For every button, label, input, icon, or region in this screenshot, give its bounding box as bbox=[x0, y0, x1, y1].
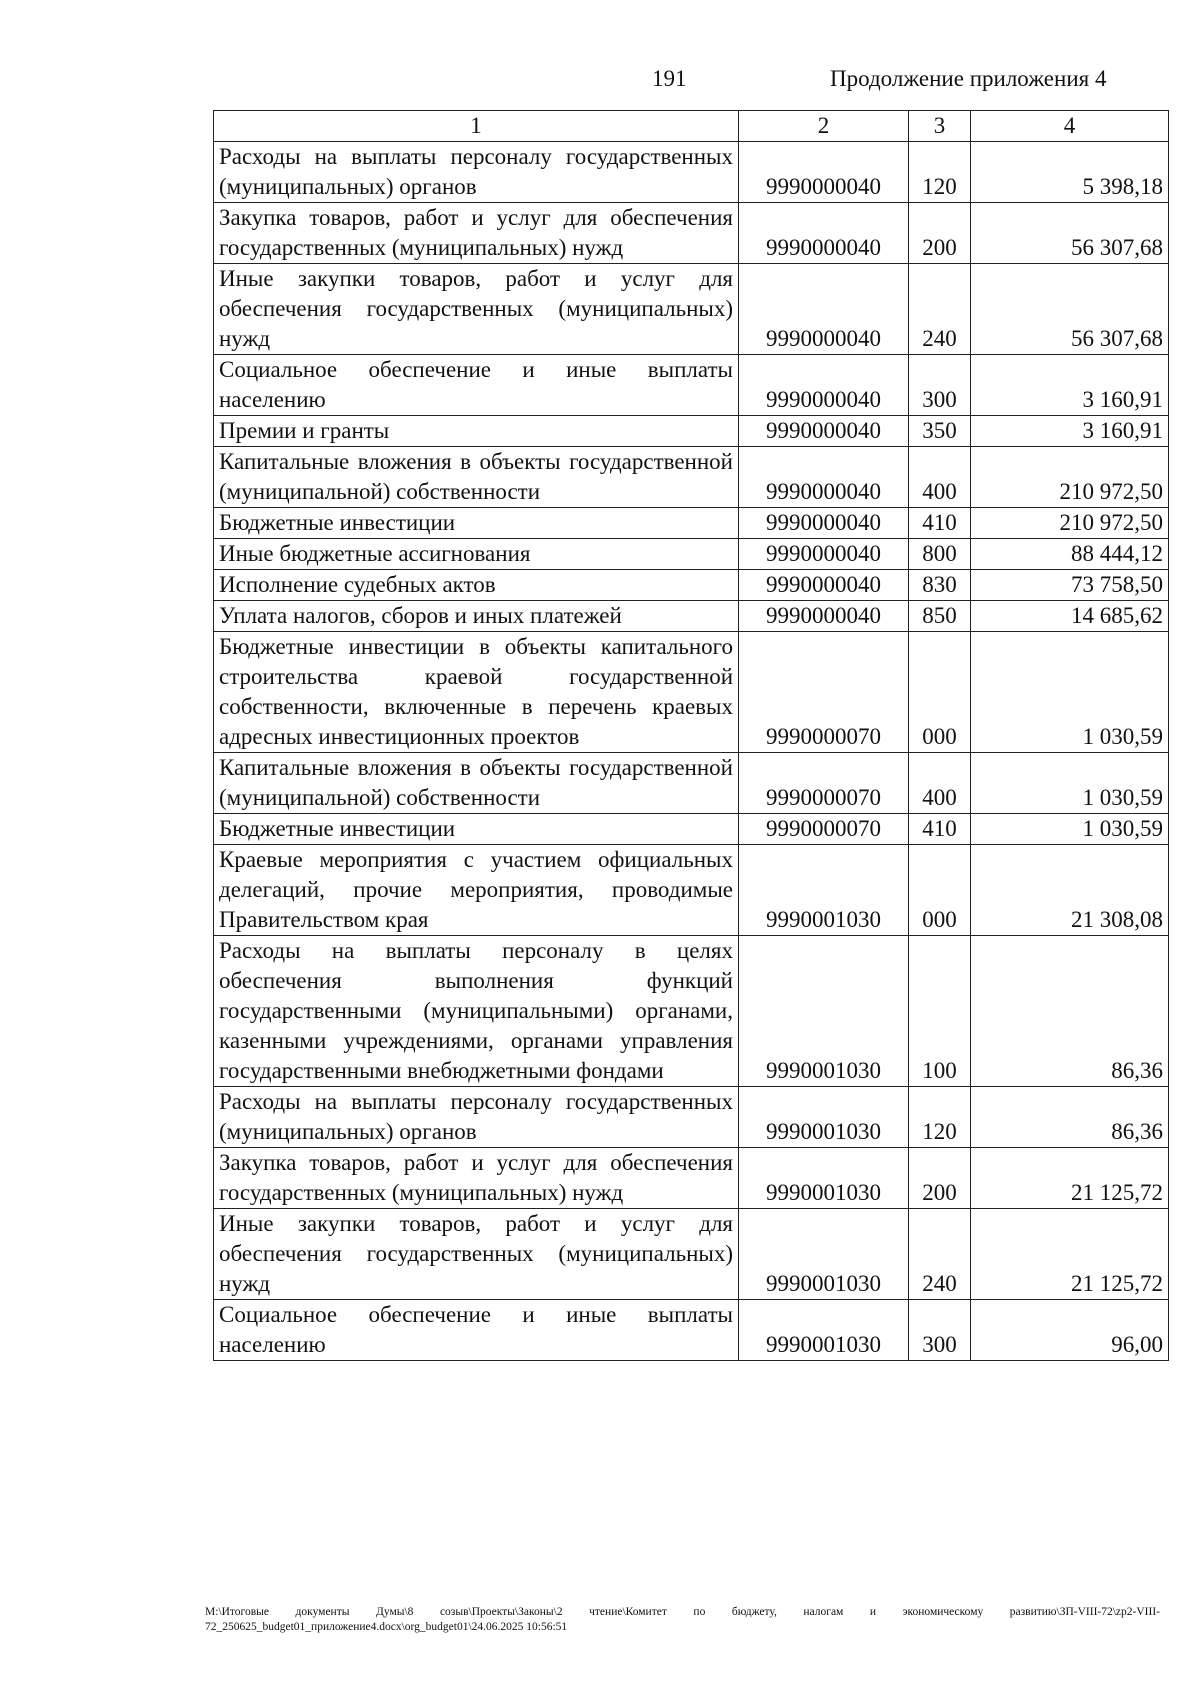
cell-target-code: 9990000040 bbox=[739, 355, 909, 416]
cell-amount: 56 307,68 bbox=[971, 264, 1169, 355]
table-row bbox=[214, 845, 1169, 936]
table-row bbox=[214, 264, 1169, 355]
table-row bbox=[214, 1087, 1169, 1148]
cell-amount: 96,00 bbox=[971, 1300, 1169, 1361]
cell-target-code: 9990001030 bbox=[739, 1209, 909, 1300]
cell-amount: 3 160,91 bbox=[971, 416, 1169, 447]
cell-expense-type: 410 bbox=[909, 814, 971, 845]
table-row bbox=[214, 416, 1169, 447]
cell-amount: 86,36 bbox=[971, 936, 1169, 1087]
cell-name: Краевые мероприятия с участием официальных делегаций, прочие мероприятия, проводимые Правительством края bbox=[214, 845, 739, 936]
column-header-3: 3 bbox=[909, 111, 971, 142]
cell-name: Закупка товаров, работ и услуг для обеспечения государственных (муниципальных) нужд bbox=[214, 203, 739, 264]
cell-amount: 1 030,59 bbox=[971, 632, 1169, 753]
table-row bbox=[214, 1148, 1169, 1209]
cell-target-code: 9990001030 bbox=[739, 936, 909, 1087]
table-row bbox=[214, 753, 1169, 814]
cell-amount: 3 160,91 bbox=[971, 355, 1169, 416]
table-row bbox=[214, 814, 1169, 845]
table-row bbox=[214, 936, 1169, 1087]
cell-amount: 1 030,59 bbox=[971, 814, 1169, 845]
cell-amount: 21 125,72 bbox=[971, 1148, 1169, 1209]
cell-expense-type: 240 bbox=[909, 264, 971, 355]
cell-name: Капитальные вложения в объекты государственной (муниципальной) собственности bbox=[214, 447, 739, 508]
cell-target-code: 9990001030 bbox=[739, 1300, 909, 1361]
cell-expense-type: 100 bbox=[909, 936, 971, 1087]
cell-expense-type: 850 bbox=[909, 601, 971, 632]
cell-target-code: 9990000040 bbox=[739, 570, 909, 601]
cell-name: Капитальные вложения в объекты государственной (муниципальной) собственности bbox=[214, 753, 739, 814]
cell-name: Уплата налогов, сборов и иных платежей bbox=[214, 601, 739, 632]
cell-amount: 210 972,50 bbox=[971, 447, 1169, 508]
continuation-label: Продолжение приложения 4 bbox=[830, 66, 1107, 91]
cell-name: Расходы на выплаты персоналу государственных (муниципальных) органов bbox=[214, 1087, 739, 1148]
table-row bbox=[214, 142, 1169, 203]
cell-name: Бюджетные инвестиции bbox=[214, 814, 739, 845]
cell-target-code: 9990001030 bbox=[739, 845, 909, 936]
cell-amount: 14 685,62 bbox=[971, 601, 1169, 632]
table-row bbox=[214, 570, 1169, 601]
cell-target-code: 9990000040 bbox=[739, 142, 909, 203]
cell-target-code: 9990000070 bbox=[739, 632, 909, 753]
cell-expense-type: 400 bbox=[909, 447, 971, 508]
cell-target-code: 9990001030 bbox=[739, 1148, 909, 1209]
cell-target-code: 9990000040 bbox=[739, 203, 909, 264]
cell-name: Исполнение судебных актов bbox=[214, 570, 739, 601]
cell-expense-type: 410 bbox=[909, 508, 971, 539]
cell-name: Социальное обеспечение и иные выплаты населению bbox=[214, 355, 739, 416]
table-row bbox=[214, 539, 1169, 570]
cell-amount: 210 972,50 bbox=[971, 508, 1169, 539]
column-header-4: 4 bbox=[971, 111, 1169, 142]
cell-name: Премии и гранты bbox=[214, 416, 739, 447]
cell-amount: 86,36 bbox=[971, 1087, 1169, 1148]
table-row bbox=[214, 508, 1169, 539]
cell-name: Бюджетные инвестиции в объекты капитального строительства краевой государственной собственности, включенные в перечень краевых адресных инвестиционных проектов bbox=[214, 632, 739, 753]
cell-amount: 56 307,68 bbox=[971, 203, 1169, 264]
cell-expense-type: 800 bbox=[909, 539, 971, 570]
column-header-2: 2 bbox=[739, 111, 909, 142]
cell-target-code: 9990000070 bbox=[739, 814, 909, 845]
cell-expense-type: 300 bbox=[909, 1300, 971, 1361]
cell-name: Закупка товаров, работ и услуг для обеспечения государственных (муниципальных) нужд bbox=[214, 1148, 739, 1209]
cell-amount: 88 444,12 bbox=[971, 539, 1169, 570]
table-row bbox=[214, 601, 1169, 632]
cell-expense-type: 240 bbox=[909, 1209, 971, 1300]
cell-amount: 73 758,50 bbox=[971, 570, 1169, 601]
cell-amount: 21 308,08 bbox=[971, 845, 1169, 936]
table-row bbox=[214, 1300, 1169, 1361]
table-row bbox=[214, 632, 1169, 753]
cell-target-code: 9990001030 bbox=[739, 1087, 909, 1148]
table-header-row bbox=[214, 111, 1169, 142]
cell-name: Иные закупки товаров, работ и услуг для обеспечения государственных (муниципальных) нужд bbox=[214, 1209, 739, 1300]
cell-amount: 1 030,59 bbox=[971, 753, 1169, 814]
cell-expense-type: 350 bbox=[909, 416, 971, 447]
column-header-1: 1 bbox=[214, 111, 739, 142]
page-number: 191 bbox=[652, 66, 687, 91]
cell-expense-type: 400 bbox=[909, 753, 971, 814]
cell-expense-type: 200 bbox=[909, 203, 971, 264]
cell-amount: 5 398,18 bbox=[971, 142, 1169, 203]
cell-target-code: 9990000040 bbox=[739, 601, 909, 632]
cell-expense-type: 120 bbox=[909, 142, 971, 203]
cell-target-code: 9990000040 bbox=[739, 508, 909, 539]
cell-expense-type: 300 bbox=[909, 355, 971, 416]
cell-expense-type: 200 bbox=[909, 1148, 971, 1209]
cell-name: Иные бюджетные ассигнования bbox=[214, 539, 739, 570]
cell-amount: 21 125,72 bbox=[971, 1209, 1169, 1300]
table-row bbox=[214, 447, 1169, 508]
cell-target-code: 9990000040 bbox=[739, 447, 909, 508]
cell-target-code: 9990000040 bbox=[739, 539, 909, 570]
cell-expense-type: 000 bbox=[909, 845, 971, 936]
cell-name: Расходы на выплаты персоналу государственных (муниципальных) органов bbox=[214, 142, 739, 203]
cell-name: Иные закупки товаров, работ и услуг для обеспечения государственных (муниципальных) нужд bbox=[214, 264, 739, 355]
cell-target-code: 9990000040 bbox=[739, 416, 909, 447]
table-row bbox=[214, 355, 1169, 416]
file-path-footer: М:\Итоговые документы Думы\8 созыв\Проекты\Законы\2 чтение\Комитет по бюджету, налогам и экономическому развитию\ЗП-VIII-72\zp2-VIII-72_250625_budget01_приложение4.docx\org_budget01\24.06.2025 10:56:51 bbox=[205, 1606, 1160, 1633]
cell-expense-type: 120 bbox=[909, 1087, 971, 1148]
cell-expense-type: 000 bbox=[909, 632, 971, 753]
cell-name: Социальное обеспечение и иные выплаты населению bbox=[214, 1300, 739, 1361]
cell-name: Бюджетные инвестиции bbox=[214, 508, 739, 539]
cell-expense-type: 830 bbox=[909, 570, 971, 601]
table-body bbox=[214, 142, 1169, 1361]
budget-table bbox=[213, 110, 1169, 1361]
cell-target-code: 9990000070 bbox=[739, 753, 909, 814]
table-row bbox=[214, 1209, 1169, 1300]
cell-name: Расходы на выплаты персоналу в целях обеспечения выполнения функций государственными (муниципальными) органами, казенными учреждениями, органами управления государственными внебюджетными фондами bbox=[214, 936, 739, 1087]
table-row bbox=[214, 203, 1169, 264]
cell-target-code: 9990000040 bbox=[739, 264, 909, 355]
